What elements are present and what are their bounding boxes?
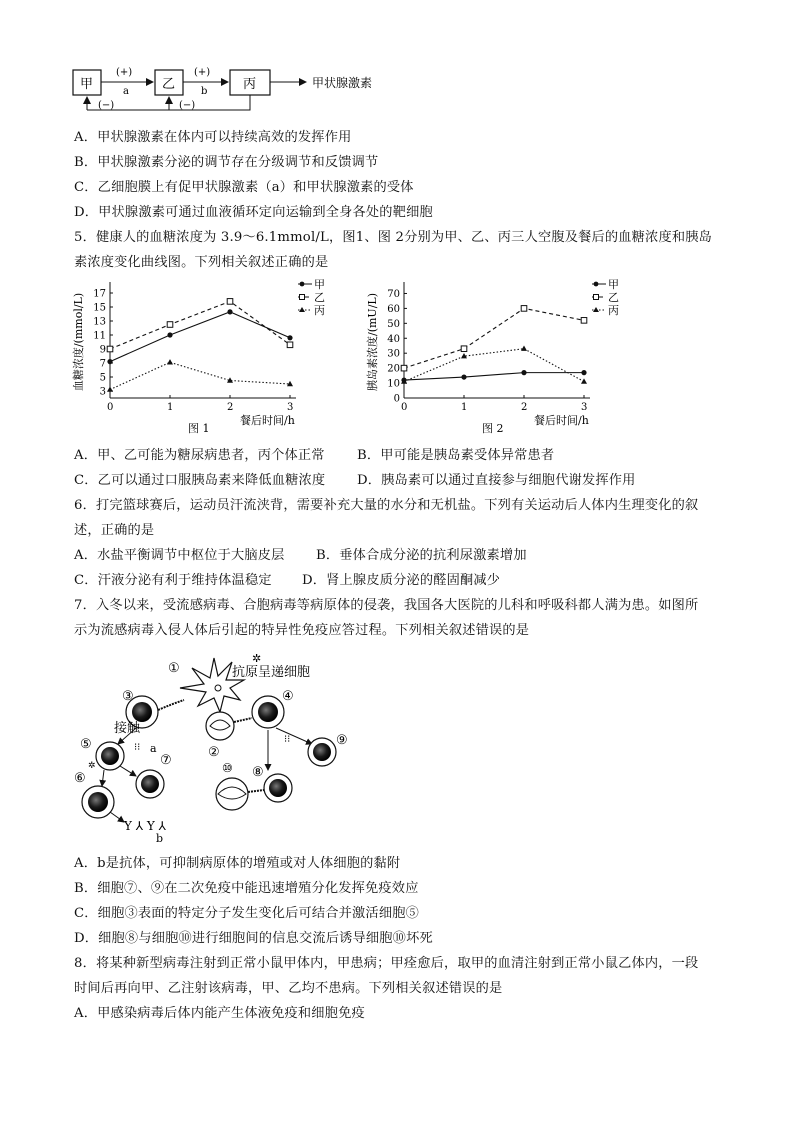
q6-option-c: C．汗液分泌有利于维持体温稳定 — [74, 573, 272, 588]
point-丙 — [521, 346, 527, 351]
q6-option-d: D．肾上腺皮质分泌的醛固酮减少 — [302, 573, 501, 588]
y-tick-label: 11 — [93, 330, 106, 342]
y-tick-label: 70 — [387, 288, 400, 300]
q5-option-d: D．胰岛素可以通过直接参与细胞代谢发挥作用 — [357, 473, 636, 488]
q7-option-d: D．细胞⑧与细胞⑩进行细胞间的信息交流后诱导细胞⑩坏死 — [74, 931, 433, 946]
y-tick-label: 17 — [93, 288, 106, 300]
antibody-icons: Y ⅄ Y ⅄ — [124, 819, 166, 833]
q5-stem-line1: 5．健康人的血糖浓度为 3.9～6.1mmol/L，图1、图 2分别为甲、乙、丙三人空腹及餐后的血糖浓度和胰岛 — [74, 230, 712, 245]
y-tick-label: 30 — [387, 348, 400, 360]
legend-label: 乙 — [314, 291, 325, 304]
x-tick-label: 0 — [401, 402, 408, 413]
point-乙 — [107, 346, 113, 352]
point-甲 — [581, 370, 586, 375]
y-tick-label: 10 — [387, 378, 400, 390]
legend-marker — [299, 307, 305, 312]
x-tick-label: 1 — [461, 402, 468, 413]
label-b: b — [156, 832, 164, 844]
q6-option-a: A．水盐平衡调节中枢位于大脑皮层 — [74, 548, 285, 563]
y-tick-label: 50 — [387, 318, 400, 330]
series-line-甲 — [110, 312, 290, 362]
y-axis-label: 血糖浓度/(mmol/L) — [72, 292, 85, 392]
q7-stem-line1: 7．入冬以来，受流感病毒、合胞病毒等病原体的侵袭，我国各大医院的儿科和呼吸科都人满为患。如图所 — [74, 598, 699, 613]
plus-b: (+) — [194, 67, 211, 78]
y-axis-label: 胰岛素浓度/(mU/L) — [366, 292, 379, 392]
x-tick-label: 0 — [107, 402, 114, 413]
point-甲 — [287, 335, 292, 340]
y-tick-label: 5 — [99, 372, 106, 384]
legend-label: 甲 — [314, 278, 325, 291]
q7-stem-line2: 示为流感病毒入侵人体后引起的特异性免疫应答过程。下列相关叙述错误的是 — [74, 623, 530, 638]
x-tick-label: 2 — [227, 402, 234, 413]
point-丙 — [167, 359, 173, 364]
marker-10: ⑩ — [222, 761, 233, 775]
label-b: b — [201, 86, 208, 97]
marker-8: ⑧ — [252, 765, 264, 780]
point-乙 — [227, 299, 233, 305]
q5-stem-line2: 素浓度变化曲线图。下列相关叙述正确的是 — [74, 255, 329, 270]
q7-option-c: C．细胞③表面的特定分子发生变化后可结合并激活细胞⑤ — [74, 906, 419, 921]
legend-label: 丙 — [314, 304, 325, 317]
q6-stem-line1: 6．打完篮球赛后，运动员汗流浃背，需要补充大量的水分和无机盐。下列有关运动后人体内生理变化的叙 — [74, 498, 699, 513]
point-甲 — [167, 332, 172, 337]
q8-stem-line1: 8．将某种新型病毒注射到正常小鼠甲体内，甲患病；甲痊愈后，取甲的血清注射到正常小鼠乙体内，一段 — [74, 956, 699, 971]
legend-label: 甲 — [608, 278, 619, 291]
marker-7: ⑦ — [160, 753, 172, 768]
q7-option-b: B．细胞⑦、⑨在二次免疫中能迅速增殖分化发挥免疫效应 — [74, 881, 419, 896]
thyroid-hormone-label: 甲状腺激素 — [312, 76, 373, 90]
box-yi: 乙 — [162, 77, 176, 92]
q5-option-a: A．甲、乙可能为糖尿病患者，丙个体正常 — [74, 448, 325, 463]
point-丙 — [581, 378, 587, 383]
marker-5: ⑤ — [80, 737, 92, 752]
y-tick-label: 3 — [99, 386, 106, 398]
y-tick-label: 20 — [387, 363, 400, 375]
minus-2: (−) — [179, 100, 196, 111]
point-乙 — [287, 342, 293, 348]
series-line-丙 — [110, 362, 290, 389]
marker-1: ① — [168, 661, 180, 676]
q6-option-b: B．垂体合成分泌的抗利尿激素增加 — [316, 548, 527, 563]
box-bing: 丙 — [243, 77, 257, 92]
point-甲 — [521, 370, 526, 375]
q8-stem-line2: 时间后再向甲、乙注射该病毒，甲、乙均不患病。下列相关叙述错误的是 — [74, 981, 503, 996]
point-乙 — [461, 346, 467, 352]
x-tick-label: 1 — [167, 402, 174, 413]
point-甲 — [461, 374, 466, 379]
point-丙 — [107, 386, 113, 391]
plus-a: (+) — [116, 67, 133, 78]
q7-option-a: A．b是抗体，可抑制病原体的增殖或对人体细胞的黏附 — [74, 856, 401, 871]
point-乙 — [581, 318, 587, 324]
contact-label: 接触 — [114, 721, 141, 736]
series-line-乙 — [110, 301, 290, 349]
box-jia: 甲 — [80, 77, 94, 92]
chart-blood-glucose — [72, 276, 362, 436]
legend-marker — [300, 282, 305, 287]
q4-option-d: D．甲状腺激素可通过血液循环定向运输到全身各处的靶细胞 — [74, 205, 433, 220]
y-tick-label: 9 — [99, 344, 106, 356]
q4-option-a: A．甲状腺激素在体内可以持续高效的发挥作用 — [74, 130, 352, 145]
apc-label: 抗原呈递细胞 — [232, 665, 311, 680]
point-甲 — [227, 309, 232, 314]
minus-1: (−) — [98, 100, 115, 111]
x-tick-label: 2 — [521, 402, 528, 413]
legend-label: 丙 — [608, 304, 619, 317]
marker-2: ② — [208, 745, 220, 760]
q8-option-a: A．甲感染病毒后体内能产生体液免疫和细胞免疫 — [74, 1006, 365, 1021]
label-a: a — [123, 86, 129, 97]
q4-option-c: C．乙细胞膜上有促甲状腺激素（a）和甲状腺激素的受体 — [74, 180, 414, 195]
series-line-丙 — [404, 349, 584, 382]
legend-marker — [300, 295, 305, 300]
series-line-甲 — [404, 373, 584, 380]
y-tick-label: 0 — [393, 393, 400, 405]
marker-9: ⑨ — [336, 733, 348, 748]
q5-option-c: C．乙可以通过口服胰岛素来降低血糖浓度 — [74, 473, 326, 488]
point-乙 — [401, 365, 407, 371]
q4-option-b: B．甲状腺激素分泌的调节存在分级调节和反馈调节 — [74, 155, 379, 170]
y-tick-label: 13 — [93, 316, 106, 328]
y-tick-label: 40 — [387, 333, 400, 345]
series-line-乙 — [404, 308, 584, 368]
figure-caption: 图 1 — [188, 422, 210, 435]
marker-3: ③ — [122, 689, 134, 704]
figure-caption: 图 2 — [482, 422, 504, 435]
legend-marker — [593, 307, 599, 312]
antigen-icon-small: ✲ — [88, 761, 96, 771]
point-乙 — [521, 306, 527, 312]
legend-marker — [594, 295, 599, 300]
chart-insulin — [366, 276, 656, 436]
y-tick-label: 60 — [387, 303, 400, 315]
x-tick-label: 3 — [287, 402, 294, 413]
q5-option-b: B．甲可能是胰岛素受体异常患者 — [357, 448, 555, 463]
label-a: a — [150, 742, 157, 755]
immune-response-figure — [72, 648, 372, 844]
point-甲 — [107, 359, 112, 364]
y-tick-label: 15 — [93, 302, 106, 314]
antigen-icon: ✲ — [252, 652, 262, 665]
legend-marker — [594, 282, 599, 287]
q6-stem-line2: 述，正确的是 — [74, 523, 155, 538]
marker-6: ⑥ — [74, 771, 86, 786]
lymphokine-dots: ⁝⁝ — [134, 742, 141, 753]
cytokine-dots: ⁝⁝ — [284, 734, 291, 745]
point-乙 — [167, 322, 173, 328]
x-tick-label: 3 — [581, 402, 588, 413]
feedback-diagram — [60, 60, 400, 120]
x-axis-label: 餐后时间/h — [240, 414, 295, 427]
y-tick-label: 7 — [99, 358, 106, 370]
x-axis-label: 餐后时间/h — [534, 414, 589, 427]
legend-label: 乙 — [608, 291, 619, 304]
marker-4: ④ — [282, 689, 294, 704]
